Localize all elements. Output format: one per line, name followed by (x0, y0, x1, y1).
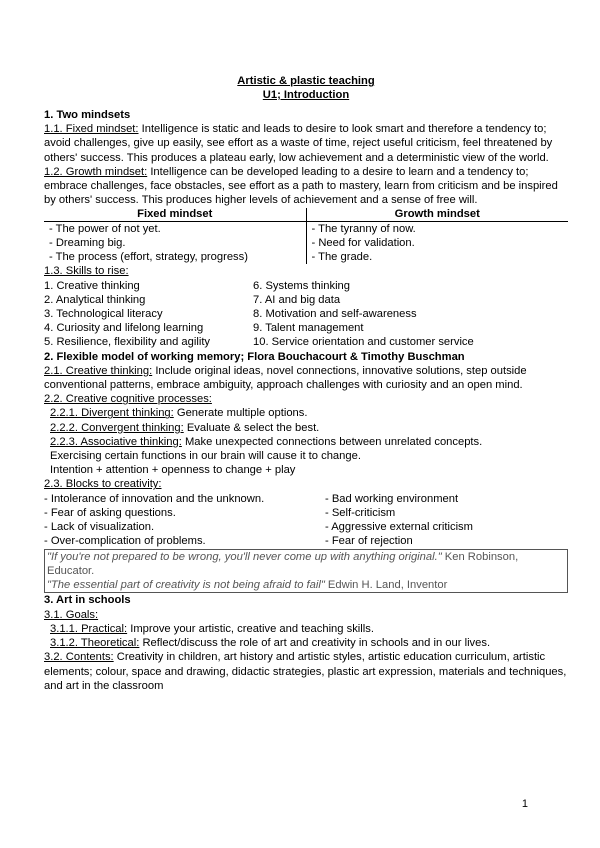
brain-change-line: Exercising certain functions in our brain will cause it to change. (50, 450, 361, 463)
list-item: - Lack of visualization. (44, 521, 155, 534)
list-item: - Self-criticism (325, 506, 396, 519)
quote-robinson (47, 550, 565, 578)
document-subtitle: U1; Introduction (262, 89, 350, 101)
table-cell: - The process (effort, strategy, progress) (49, 251, 248, 264)
list-item: - Fear of rejection (325, 535, 413, 548)
fixed-mindset-paragraph (44, 122, 568, 165)
list-item: 9. Talent management (253, 322, 364, 335)
contents-label: 3.2. Contents: (44, 651, 114, 664)
contents-paragraph (44, 650, 568, 693)
associative-label: 2.2.3. Associative thinking: (50, 435, 182, 448)
list-item: 2. Analytical thinking (44, 293, 146, 306)
mindset-table (44, 208, 568, 264)
quote-author: Ken Robinson, Educator. (47, 551, 519, 578)
quote-box (44, 549, 568, 593)
page-number: 1 (521, 798, 528, 810)
list-item: 6. Systems thinking (253, 279, 351, 292)
list-item: 10. Service orientation and customer service (253, 336, 474, 349)
table-cell: - The grade. (311, 251, 373, 264)
list-item: 7. AI and big data (253, 293, 341, 306)
table-header-fixed: Fixed mindset (44, 208, 306, 222)
divergent-text: Generate multiple options. (173, 407, 308, 420)
list-item: - Over-complication of problems. (44, 535, 206, 548)
associative-text: Make unexpected connections between unrelated concepts. (181, 435, 483, 448)
fixed-mindset-text: Intelligence is static and leads to desire to look smart and therefore a tendency to; avoid challenges, give up easily, see effort as a waste of time, reject useful criticism, feel threatened by others' success. This produces a plateau early, low achievement and a deterministic view of the world. (44, 123, 553, 164)
fixed-mindset-label: 1.1. Fixed mindset: (44, 123, 139, 136)
skills-label: 1.3. Skills to rise: (44, 265, 129, 278)
associative-thinking-line (44, 435, 568, 449)
document-page (44, 74, 568, 693)
creative-thinking-label: 2.1. Creative thinking: (44, 364, 153, 377)
convergent-text: Evaluate & select the best. (183, 421, 320, 434)
list-item: - Fear of asking questions. (44, 506, 176, 519)
quote-land (47, 578, 565, 592)
goals-label: 3.1. Goals: (44, 608, 99, 621)
growth-mindset-text: Intelligence can be developed leading to a desire to learn and a tendency to; embrace challenges, face obstacles, see effort as a path to mastery, learn from criticism and be inspired by others' success. This produces higher levels of achievement and a sense of free will. (44, 165, 558, 207)
growth-mindset-paragraph (44, 165, 568, 208)
creative-thinking-paragraph (44, 364, 568, 392)
document-title: Artistic & plastic teaching (237, 75, 375, 87)
theoretical-text: Reflect/discuss the role of art and creativity in schools and in our lives. (139, 637, 491, 650)
list-item: - Intolerance of innovation and the unknown. (44, 492, 265, 505)
formula-line: Intention + attention + openness to change + play (50, 464, 296, 477)
table-cell: - The tyranny of now. (311, 223, 416, 236)
growth-mindset-label: 1.2. Growth mindset: (44, 165, 148, 178)
divergent-label: 2.2.1. Divergent thinking: (50, 407, 174, 420)
table-cell: - The power of not yet. (49, 223, 161, 236)
quote-text: "If you're not prepared to be wrong, you'll never come up with anything original." (47, 551, 442, 564)
section-1-heading: 1. Two mindsets (44, 109, 131, 121)
theoretical-goal-line (44, 636, 568, 650)
creative-thinking-text: Include original ideas, novel connections, innovative solutions, step outside conventional patterns, embrace ambiguity, approach challenges with curiosity and an open mind. (44, 364, 527, 392)
convergent-label: 2.2.2. Convergent thinking: (50, 421, 184, 434)
blocks-label: 2.3. Blocks to creativity: (44, 478, 162, 491)
skills-list (44, 279, 568, 350)
blocks-list (44, 492, 568, 549)
table-cell: - Dreaming big. (49, 237, 126, 250)
list-item: 4. Curiosity and lifelong learning (44, 322, 204, 335)
divergent-thinking-line (44, 406, 568, 420)
list-item: - Bad working environment (325, 492, 459, 505)
table-header-growth: Growth mindset (306, 208, 568, 222)
practical-text: Improve your artistic, creative and teaching skills. (127, 622, 374, 635)
list-item: 8. Motivation and self-awareness (253, 308, 417, 321)
quote-author: Edwin H. Land, Inventor (324, 579, 448, 592)
section-2-heading: 2. Flexible model of working memory; Flora Bouchacourt & Timothy Buschman (44, 350, 465, 363)
list-item: 3. Technological literacy (44, 308, 163, 321)
section-3-heading: 3. Art in schools (44, 594, 131, 607)
creative-processes-label: 2.2. Creative cognitive processes: (44, 393, 212, 406)
list-item: - Aggressive external criticism (325, 521, 473, 534)
practical-label: 3.1.1. Practical: (50, 622, 128, 635)
list-item: 5. Resilience, flexibility and agility (44, 336, 211, 349)
quote-text: "The essential part of creativity is not being afraid to fail" (47, 579, 325, 592)
convergent-thinking-line (44, 421, 568, 435)
table-cell: - Need for validation. (311, 237, 415, 250)
practical-goal-line (44, 622, 568, 636)
list-item: 1. Creative thinking (44, 279, 140, 292)
theoretical-label: 3.1.2. Theoretical: (50, 637, 140, 650)
contents-text: Creativity in children, art history and artistic styles, artistic education curriculum, artistic elements; colour, space and drawing, didactic strategies, plastic art expression, materials and techniques, and art in the classroom (44, 651, 567, 692)
